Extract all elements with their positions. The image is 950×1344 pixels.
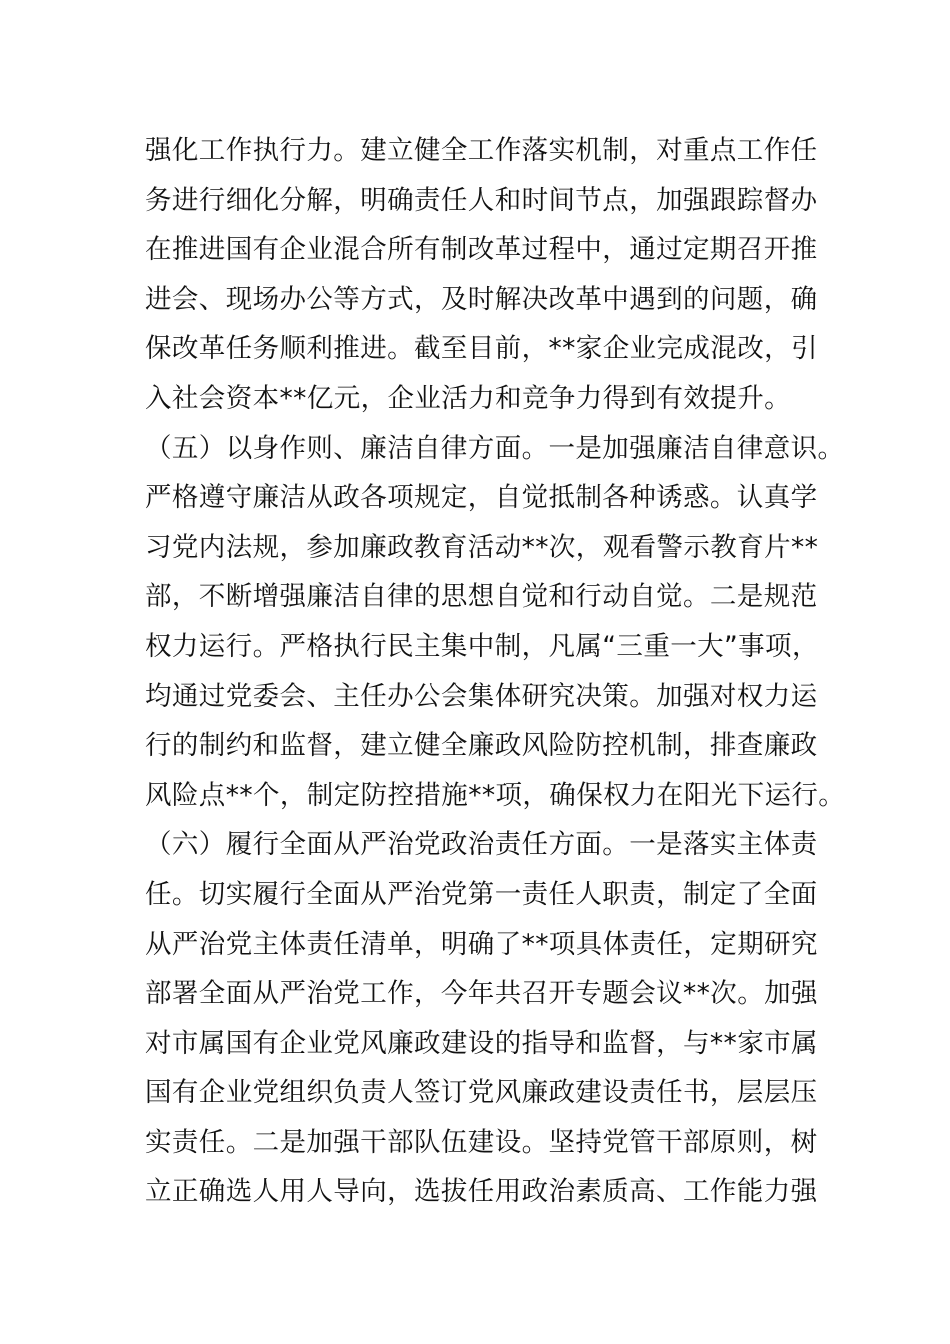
text-line: 权力运行。严格执行民主集中制，凡属“三重一大”事项， xyxy=(145,630,819,662)
section-heading-6: （六）履行全面从严治党政治责任方面。一是落实主体责 xyxy=(145,829,818,861)
text-line: 行的制约和监督，建立健全廉政风险防控机制，排查廉政 xyxy=(145,730,818,762)
body-text xyxy=(145,126,846,1217)
text-line: 入社会资本**亿元，企业活力和竞争力得到有效提升。 xyxy=(145,382,791,414)
text-line: 习党内法规，参加廉政教育活动**次，观看警示教育片** xyxy=(145,531,819,563)
text-line: 风险点**个，制定防控措施**项，确保权力在阳光下运行。 xyxy=(145,779,846,811)
text-line: 严格遵守廉洁从政各项规定，自觉抵制各种诱惑。认真学 xyxy=(145,482,818,514)
text-line: 在推进国有企业混合所有制改革过程中，通过定期召开推 xyxy=(145,234,818,266)
text-line: 对市属国有企业党风廉政建设的指导和监督，与**家市属 xyxy=(145,1027,818,1059)
text-line: 任。切实履行全面从严治党第一责任人职责，制定了全面 xyxy=(145,878,818,910)
text-line: 立正确选人用人导向，选拔任用政治素质高、工作能力强 xyxy=(145,1176,818,1208)
text-line: 部，不断增强廉洁自律的思想自觉和行动自觉。二是规范 xyxy=(145,581,818,613)
text-line: 国有企业党组织负责人签订党风廉政建设责任书，层层压 xyxy=(145,1077,818,1109)
section-heading-5: （五）以身作则、廉洁自律方面。一是加强廉洁自律意识。 xyxy=(145,432,845,464)
text-line: 从严治党主体责任清单，明确了**项具体责任，定期研究 xyxy=(145,928,818,960)
text-line: 进会、现场办公等方式，及时解决改革中遇到的问题，确 xyxy=(145,283,818,315)
text-line: 务进行细化分解，明确责任人和时间节点，加强跟踪督办 xyxy=(145,184,818,216)
text-line: 实责任。二是加强干部队伍建设。坚持党管干部原则，树 xyxy=(145,1126,818,1158)
text-line: 保改革任务顺利推进。截至目前，**家企业完成混改，引 xyxy=(145,333,818,365)
text-line: 强化工作执行力。建立健全工作落实机制，对重点工作任 xyxy=(145,135,818,166)
text-line: 均通过党委会、主任办公会集体研究决策。加强对权力运 xyxy=(145,680,818,712)
text-line: 部署全面从严治党工作，今年共召开专题会议**次。加强 xyxy=(145,978,818,1010)
